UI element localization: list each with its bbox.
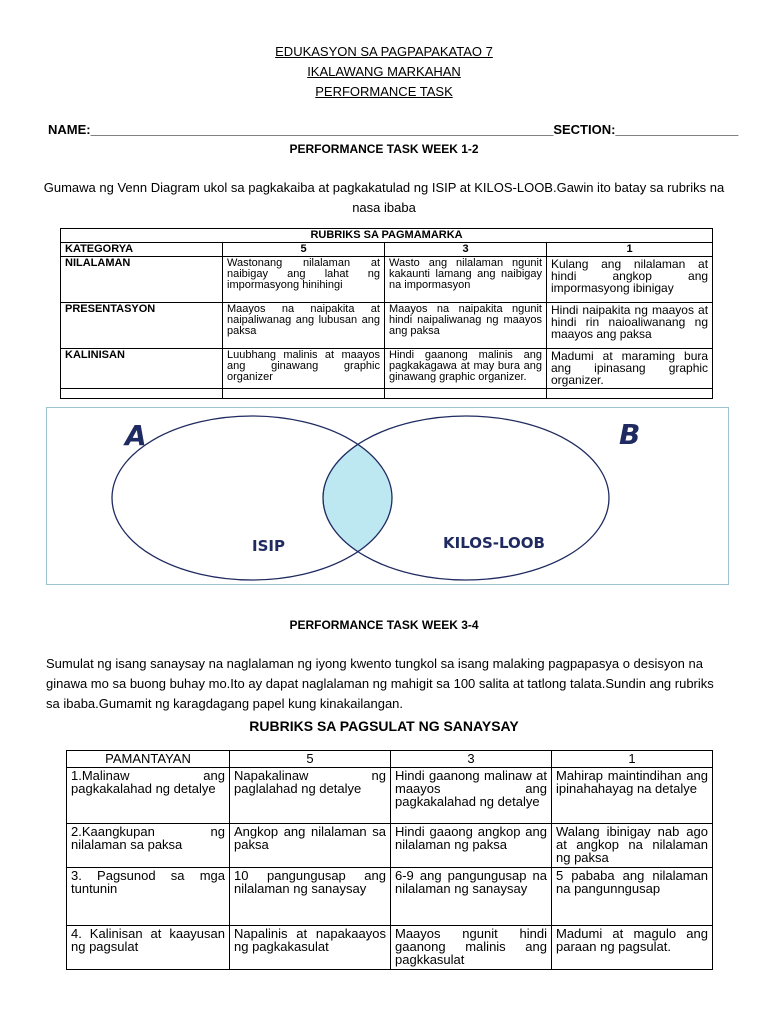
task1-instruction: Gumawa ng Venn Diagram ukol sa pagkakaiba at pagkakatulad ng ISIP at KILOS-LOOB.Gawin ito batay sa rubriks na nasa ibaba xyxy=(43,180,725,215)
venn-diagram-frame xyxy=(46,407,729,585)
rubric2-cell: Angkop ang nilalaman sa paksa xyxy=(230,824,391,868)
rubric2-cell: Hindi gaanong malinaw at maayos ang pagkakalahad ng detalye xyxy=(391,768,552,824)
task2-instruction: Sumulat ng isang sanaysay na naglalaman ng iyong kwento tungkol sa isang malaking pagpapasya o desisyon na ginawa mo sa buong buhay mo.Ito ay dapat naglalaman ng mahigit sa 100 salita at tatlong talata.Sundin ang rubriks sa ibaba.Gumamit ng karagdagang papel kung kinakailangan. xyxy=(46,656,714,711)
rubric2-cell: Napalinis at napakaayos ng pagkakasulat xyxy=(230,926,391,970)
rubric2-criterion: 3. Pagsunod sa mga tuntunin xyxy=(67,868,230,926)
rubric2-cell: Walang ibinigay nab ago at angkop na nilalaman ng paksa xyxy=(552,824,713,868)
venn-diagram xyxy=(47,408,728,584)
rubric2-criterion: 2.Kaangkupan ng nilalaman sa paksa xyxy=(67,824,230,868)
rubric2-cell: Napakalinaw ng paglalahad ng detalye xyxy=(230,768,391,824)
quarter-title: IKALAWANG MARKAHAN xyxy=(307,64,461,79)
task2-title: PERFORMANCE TASK WEEK 3-4 xyxy=(289,618,479,632)
rubric2-header-cell: 3 xyxy=(391,751,552,768)
rubric1-cell: Madumi at maraming bura ang ipinasang graphic organizer. xyxy=(547,349,713,389)
rubric2-header-cell: PAMANTAYAN xyxy=(67,751,230,768)
rubric2-cell: Mahirap maintindihan ang ipinahahayag na detalye xyxy=(552,768,713,824)
table-row xyxy=(61,349,713,389)
name-section-line xyxy=(48,122,738,137)
rubric2-cell: Madumi at magulo ang paraan ng pagsulat. xyxy=(552,926,713,970)
rubric1-cell: Wastonang nilalaman at naibigay ang lahat ng impormasyong hinihingi xyxy=(223,257,385,303)
table-row xyxy=(67,768,713,824)
rubric2-title: RUBRIKS SA PAGSULAT NG SANAYSAY xyxy=(249,718,519,734)
rubric1-category: KALINISAN xyxy=(61,349,223,389)
rubric2-table xyxy=(66,750,713,970)
venn-right-label: KILOS-LOOB xyxy=(443,534,545,552)
name-blank: ________________________________________________________________ xyxy=(90,122,554,137)
rubric2-cell: Maayos ngunit hindi gaanong malinis ang pagkkasulat xyxy=(391,926,552,970)
rubric1-table xyxy=(60,228,713,399)
venn-overlap xyxy=(323,416,609,580)
subject-title: EDUKASYON SA PAGPAPAKATAO 7 xyxy=(275,44,493,59)
rubric1-cell: Kulang ang nilalaman at hindi angkop ang impormasyong ibinigay xyxy=(547,257,713,303)
table-row xyxy=(61,389,713,399)
rubric1-header-cell: 1 xyxy=(547,243,713,257)
rubric2-criterion: 4. Kalinisan at kaayusan ng pagsulat xyxy=(67,926,230,970)
rubric2-cell: 6-9 ang pangungusap na nilalaman ng sanaysay xyxy=(391,868,552,926)
name-label: NAME: xyxy=(48,122,91,137)
task1-title: PERFORMANCE TASK WEEK 1-2 xyxy=(289,142,479,156)
rubric2-cell: 5 pababa ang nilalaman na pangunngusap xyxy=(552,868,713,926)
rubric1-header-cell: 5 xyxy=(223,243,385,257)
venn-label-b: B xyxy=(619,418,641,451)
table-row xyxy=(67,926,713,970)
rubric1-cell: Hindi naipakita ng maayos at hindi rin naioaliwanang ng maayos ang paksa xyxy=(547,303,713,349)
table-row xyxy=(67,824,713,868)
rubric1-cell: Wasto ang nilalaman ngunit kakaunti lamang ang naibigay na impormasyon xyxy=(385,257,547,303)
rubric2-cell: Hindi gaaong angkop ang nilalaman ng paksa xyxy=(391,824,552,868)
section-label: SECTION: xyxy=(553,122,616,137)
rubric1-cell: Maayos na naipakita ngunit hindi naipaliwanag ng maayos ang paksa xyxy=(385,303,547,349)
venn-left-label: ISIP xyxy=(252,537,285,555)
rubric2-header-cell: 5 xyxy=(230,751,391,768)
venn-label-a: A xyxy=(125,419,147,452)
rubric1-title: RUBRIKS SA PAGMAMARKA xyxy=(61,229,713,243)
rubric1-cell: Maayos na naipakita at naipaliwanag ang lubusan ang paksa xyxy=(223,303,385,349)
table-row xyxy=(61,303,713,349)
rubric2-header-cell: 1 xyxy=(552,751,713,768)
task-heading: PERFORMANCE TASK xyxy=(315,84,453,99)
rubric1-header-cell: KATEGORYA xyxy=(61,243,223,257)
rubric1-category: PRESENTASYON xyxy=(61,303,223,349)
table-row xyxy=(61,257,713,303)
rubric1-header-cell: 3 xyxy=(385,243,547,257)
table-row xyxy=(67,868,713,926)
section-blank: _________________ xyxy=(615,122,739,137)
rubric2-criterion: 1.Malinaw ang pagkakalahad ng detalye xyxy=(67,768,230,824)
rubric1-category: NILALAMAN xyxy=(61,257,223,303)
rubric1-cell: Luubhang malinis at maayos ang ginawang graphic organizer xyxy=(223,349,385,389)
rubric1-cell: Hindi gaanong malinis ang pagkakagawa at may bura ang ginawang graphic organizer. xyxy=(385,349,547,389)
rubric2-cell: 10 pangungusap ang nilalaman ng sanaysay xyxy=(230,868,391,926)
